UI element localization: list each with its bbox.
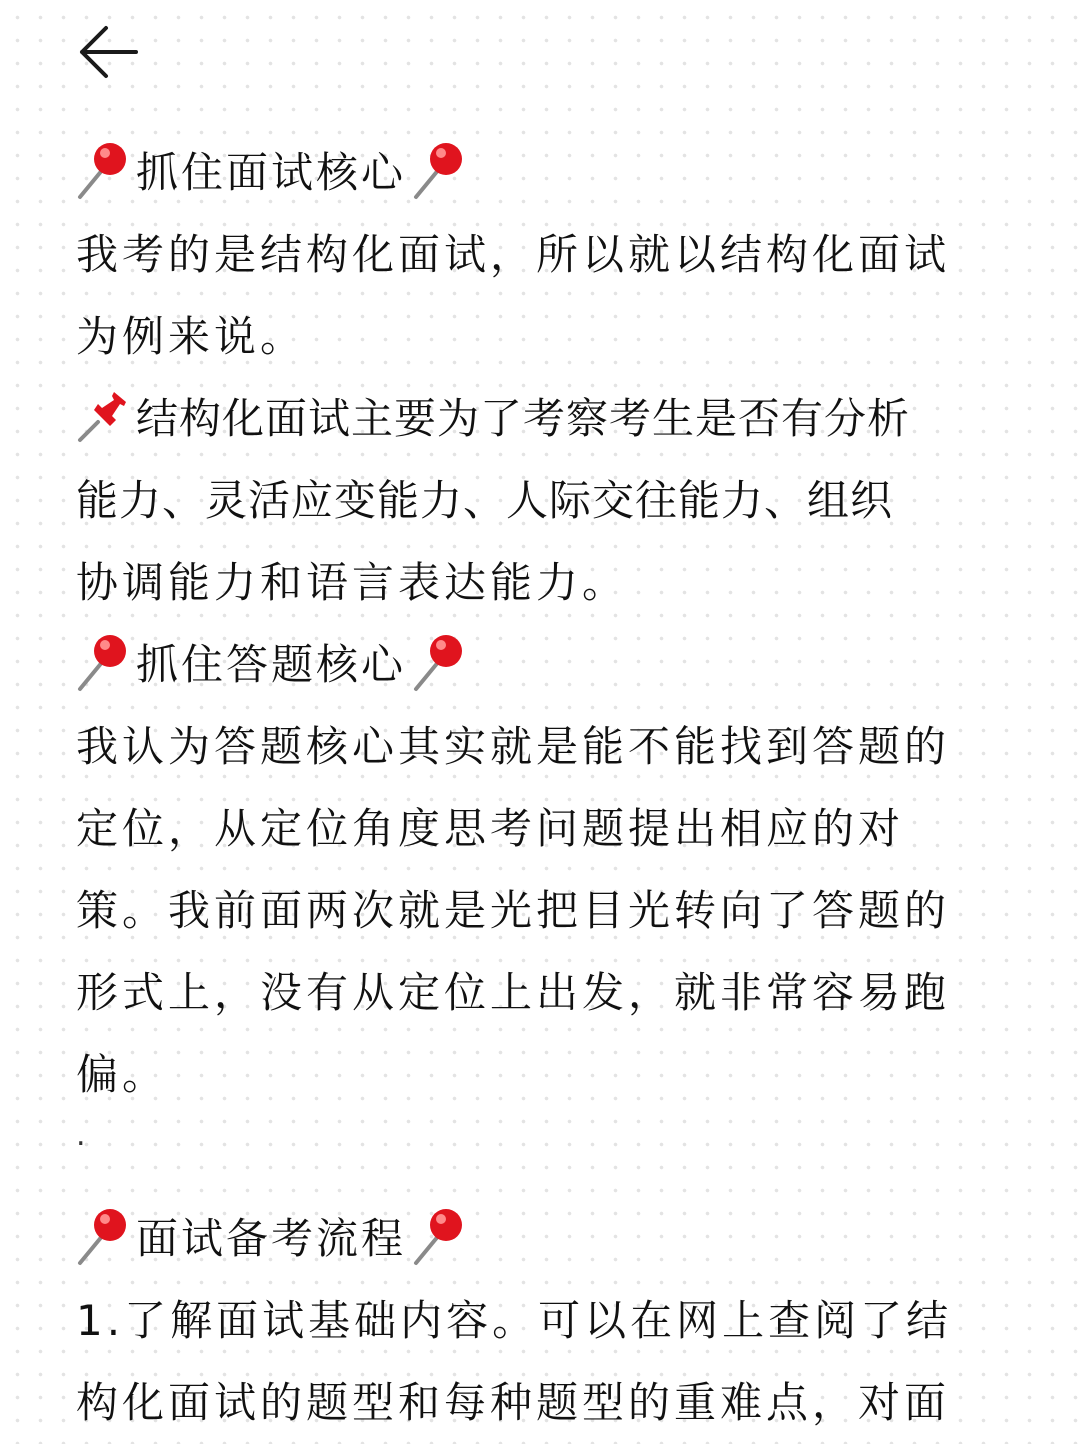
round-pushpin-icon xyxy=(76,631,130,693)
article-body xyxy=(76,132,996,1444)
round-pushpin-icon xyxy=(412,1205,466,1267)
heading-text: 抓住答题核心 xyxy=(136,640,407,689)
section-heading-prep-process xyxy=(76,1198,996,1280)
paragraph-line: 能力、灵活应变能力、人际交往能力、组织 xyxy=(76,476,894,525)
paragraph-line: 形式上，没有从定位上出发，就非常容易跑 xyxy=(76,968,951,1017)
arrow-left-icon xyxy=(76,24,140,80)
heading-text: 面试备考流程 xyxy=(136,1214,407,1263)
round-pushpin-icon xyxy=(76,139,130,201)
paragraph-line: 1.了解面试基础内容。可以在网上查阅了结 xyxy=(76,1296,953,1345)
back-button[interactable] xyxy=(74,22,142,82)
section-heading-interview-core xyxy=(76,132,996,214)
paragraph-line: 策。我前面两次就是光把目光转向了答题的 xyxy=(76,886,951,935)
paragraph-line: 偏。 xyxy=(76,1050,169,1099)
paragraph-line: 协调能力和语言表达能力。 xyxy=(76,558,629,607)
paragraph-line: 我认为答题核心其实就是能不能找到答题的 xyxy=(76,722,951,771)
round-pushpin-icon xyxy=(76,1205,130,1267)
paragraph-line: 定位，从定位角度思考问题提出相应的对 xyxy=(76,804,905,853)
bullet-text: 结构化面试主要为了考察考生是否有分析 xyxy=(136,394,911,443)
paragraph-line: 我考的是结构化面试，所以就以结构化面试 xyxy=(76,230,951,279)
pushpin-icon xyxy=(76,390,130,444)
paragraph-line: 为例来说。 xyxy=(76,312,307,361)
separator-dot: . xyxy=(76,1118,86,1153)
round-pushpin-icon xyxy=(412,631,466,693)
paragraph-line: 构化面试的题型和每种题型的重难点，对面 xyxy=(76,1378,951,1427)
bullet-paragraph-line xyxy=(76,378,996,460)
heading-text: 抓住面试核心 xyxy=(136,148,407,197)
section-heading-answer-core xyxy=(76,624,996,706)
round-pushpin-icon xyxy=(412,139,466,201)
